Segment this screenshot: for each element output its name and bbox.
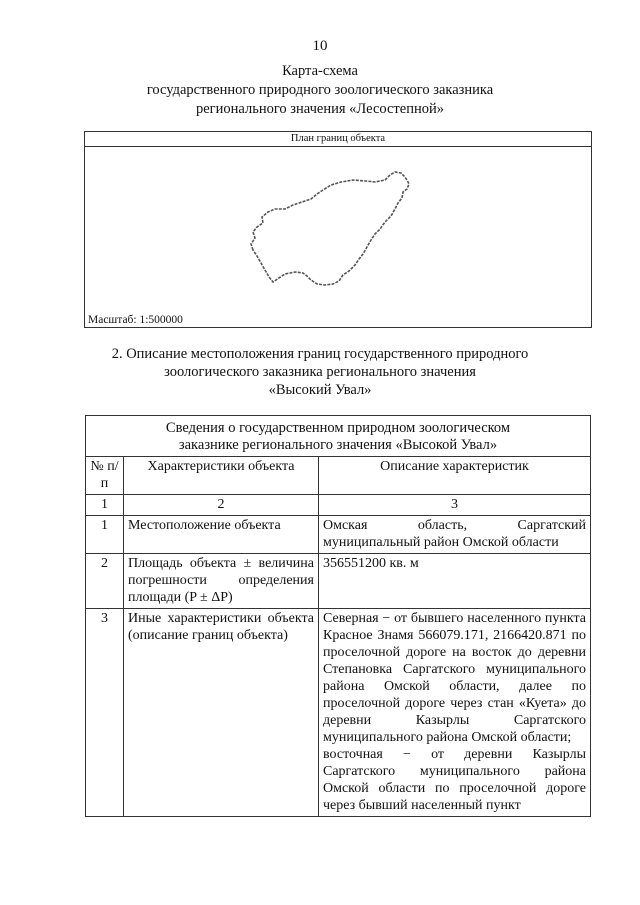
row-num: 2 <box>86 554 124 609</box>
plan-header: План границ объекта <box>85 132 591 147</box>
column-number-row <box>86 495 591 516</box>
row-characteristic: Площадь объекта ± величина погрешности определения площади (P ± ΔP) <box>124 554 319 609</box>
description-paragraph: восточная − от деревни Казырлы Саргатского муниципального района Омской области по проселочной дороге через бывший населенный пункт <box>323 747 586 813</box>
row-characteristic: Иные характеристики объекта (описание границ объекта) <box>124 609 319 817</box>
row-characteristic: Местоположение объекта <box>124 516 319 554</box>
row-description <box>319 609 591 817</box>
column-number: 2 <box>124 495 319 516</box>
section-title <box>70 345 570 399</box>
table-title-line-2: заказнике регионального значения «Высокой Увал» <box>178 437 498 453</box>
boundary-outline <box>85 132 591 327</box>
map-title-line-2: государственного природного зоологического заказника <box>146 82 494 98</box>
row-num: 1 <box>86 516 124 554</box>
table-row <box>86 609 591 817</box>
row-num: 3 <box>86 609 124 817</box>
map-frame <box>84 131 592 328</box>
map-title-line-1: Карта-схема <box>282 63 358 79</box>
table-title-line-1: Сведения о государственном природном зоологическом <box>165 420 511 436</box>
page-number: 10 <box>312 38 328 54</box>
row-description: 356551200 кв. м <box>319 554 591 609</box>
map-title-line-3: регионального значения «Лесостепной» <box>196 101 444 117</box>
description-paragraph: Северная − от бывшего населенного пункта Красное Знамя 566079.171, 2166420.871 по проселочной дороге на восток до деревни Степановка Саргатского муниципального района Омской области, далее по проселочной дороге через стан «Куета» до деревни Казырлы Саргатского муниципального района Омской области; <box>323 611 586 745</box>
table-title <box>86 416 591 457</box>
table-row <box>86 554 591 609</box>
section-title-line-1: 2. Описание местоположения границ государственного природного <box>111 346 529 362</box>
table-header-row <box>86 457 591 495</box>
characteristics-table <box>85 415 591 817</box>
row-description: Омская область, Саргатский муниципальный район Омской области <box>319 516 591 554</box>
table-title-row <box>86 416 591 457</box>
section-title-line-3: «Высокий Увал» <box>268 382 372 398</box>
boundary-path <box>251 172 409 285</box>
table-row <box>86 516 591 554</box>
header-num: № п/п <box>86 457 124 495</box>
column-number: 3 <box>319 495 591 516</box>
column-number: 1 <box>86 495 124 516</box>
header-description: Описание характеристик <box>319 457 591 495</box>
map-title <box>60 62 580 119</box>
header-characteristic: Характеристики объекта <box>124 457 319 495</box>
section-title-line-2: зоологического заказника регионального значения <box>164 364 476 380</box>
scale-label: Масштаб: 1:500000 <box>88 314 183 326</box>
